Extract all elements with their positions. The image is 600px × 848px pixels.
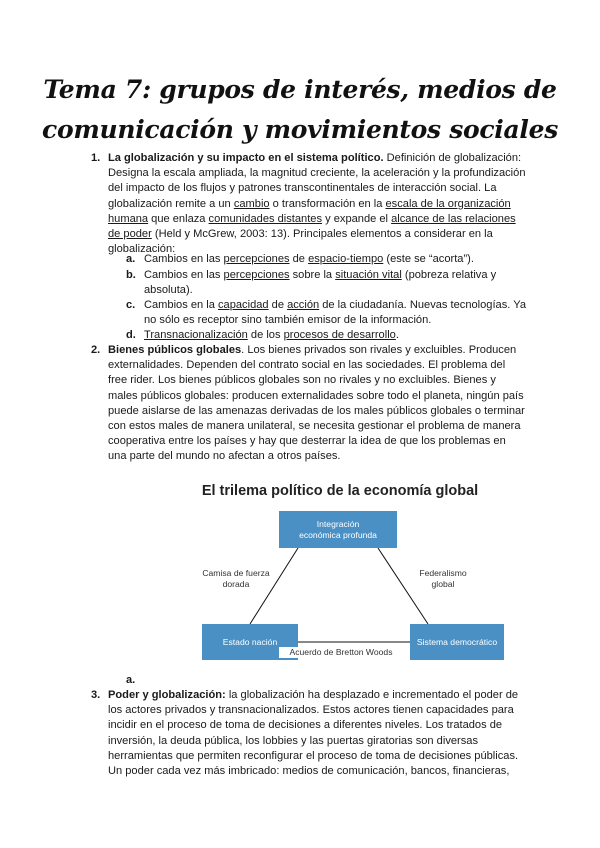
text-fragment: (pobreza relativa y bbox=[401, 269, 497, 281]
text-fragment: absoluta). bbox=[144, 284, 193, 297]
text-fragment: . bbox=[395, 329, 399, 341]
underlined-term: cambio bbox=[233, 197, 270, 210]
underlined-term: acción bbox=[287, 299, 320, 311]
section-2-line-7: cooperativa entre los países y hay que desterrar la idea de que los problemas en bbox=[108, 435, 506, 448]
section-1-line-2: Designa la escala ampliada, la magnitud creciente, la aceleración y la profundización bbox=[108, 167, 526, 180]
section-3-line-2: los actores privados y transnacionalizados. Estos actores tienen capacidades para bbox=[108, 704, 514, 717]
text-fragment: sobre la bbox=[289, 269, 336, 281]
item-d-letter: d. bbox=[126, 329, 136, 341]
underlined-term: escala de la organización bbox=[385, 197, 511, 210]
section-2-line-8: una parte del mundo no afectan a otros países. bbox=[108, 450, 341, 463]
underlined-term: situación vital bbox=[335, 269, 402, 281]
label-left-line-1: Camisa de fuerza bbox=[202, 568, 270, 578]
label-federalismo-global bbox=[408, 568, 478, 590]
text-fragment: de bbox=[268, 299, 288, 311]
underlined-term: percepciones bbox=[223, 269, 290, 281]
underlined-term: alcance de las relaciones bbox=[391, 212, 516, 225]
box-top-line-1: Integración bbox=[316, 518, 360, 529]
section-3-line-4: inversión, la deuda pública, los lobbies y las puertas giratorias son diversas bbox=[108, 734, 478, 747]
section-3-line-5: herramientas que permiten reconfigurar el proceso de toma de decisiones públicas. bbox=[108, 749, 519, 762]
section-2-line-6: con estos males de manera unilateral, se necesita gestionar el problema de manera bbox=[108, 420, 521, 433]
section-1-number: 1. bbox=[91, 152, 101, 164]
section-2-number: 2. bbox=[91, 344, 101, 356]
section-3-line-6: Un poder cada vez más imbricado: medios de comunicación, bancos, financieras, bbox=[108, 765, 510, 778]
text-fragment: de bbox=[289, 253, 309, 265]
label-bretton-woods: Acuerdo de Bretton Woods bbox=[279, 647, 403, 658]
underlined-term: espacio-tiempo bbox=[308, 253, 384, 265]
title-line-2: comunicación y movimientos sociales bbox=[42, 115, 558, 144]
section-2-line-3: free rider. Los bienes públicos globales son no rivales y no excluibles. Bienes y bbox=[108, 374, 496, 387]
section-1-heading: La globalización y su impacto en el sistema político. bbox=[108, 152, 384, 164]
diagram-title: El trilema político de la economía global bbox=[201, 483, 479, 499]
section-2-line-5: puede aislarse de las amenazas derivadas de los males públicos globales o terminar bbox=[108, 404, 525, 417]
text-fragment: no sólo es receptor sino también emisor de la información. bbox=[144, 314, 432, 327]
text-fragment: o transformación en la bbox=[269, 197, 386, 210]
after-diagram-letter: a. bbox=[126, 674, 136, 686]
text-fragment: (Held y McGrew, 2003: 13). Principales elementos a considerar en la bbox=[151, 228, 493, 241]
section-2-line-4: males públicos globales: producen externalidades sobre todo el planeta, ningún país bbox=[108, 389, 524, 402]
box-left-label: Estado nación bbox=[222, 636, 278, 647]
section-3-heading: Poder y globalización: bbox=[108, 689, 226, 701]
text-fragment: Cambios en las bbox=[144, 253, 224, 265]
section-2-line-2: externalidades. Dependen del contrato social en las sociedades. El problema del bbox=[108, 359, 506, 372]
underlined-term: de poder bbox=[108, 228, 152, 241]
section-3-text bbox=[108, 688, 530, 779]
section-1-line-3: del impacto de los flujos y patrones transcontinentales de interacción social. La bbox=[108, 182, 497, 195]
text-fragment: de la ciudadanía. Nuevas tecnologías. Ya bbox=[319, 299, 526, 311]
item-a-letter: a. bbox=[126, 253, 136, 265]
section-2-heading: Bienes públicos globales bbox=[108, 344, 242, 356]
section-3-line-3: incidir en el proceso de toma de decisiones a diferentes niveles. Los tratados de bbox=[108, 719, 503, 732]
title-line-1: Tema 7: grupos de interés, medios de bbox=[43, 75, 557, 104]
underlined-term: comunidades distantes bbox=[208, 212, 323, 225]
box-sistema-democratico bbox=[410, 624, 504, 660]
label-right-line-1: Federalismo bbox=[419, 568, 467, 578]
label-left-line-2: dorada bbox=[222, 579, 250, 589]
section-3-number: 3. bbox=[91, 689, 101, 701]
underlined-term: humana bbox=[108, 212, 149, 225]
text-fragment: Cambios en la bbox=[144, 299, 218, 311]
text-fragment: que enlaza bbox=[148, 212, 209, 225]
text-fragment: Cambios en las bbox=[144, 269, 224, 281]
underlined-term: Transnacionalización bbox=[144, 329, 248, 341]
text-fragment: y expande el bbox=[322, 212, 392, 225]
text-fragment: de los bbox=[247, 329, 284, 341]
underlined-term: percepciones bbox=[223, 253, 290, 265]
section-1-line-7: globalización: bbox=[108, 243, 176, 256]
item-c-letter: c. bbox=[126, 299, 136, 311]
label-right-line-2: global bbox=[431, 579, 455, 589]
text-fragment: (este se “acorta”). bbox=[383, 253, 474, 265]
section-1-line-1: Definición de globalización: bbox=[386, 152, 522, 164]
section-2-line-1: . Los bienes privados son rivales y excluibles. Producen bbox=[241, 344, 517, 356]
item-b-letter: b. bbox=[126, 269, 136, 281]
section-3-line-1: la globalización ha desplazado e incrementado el poder de bbox=[225, 689, 519, 701]
box-top-line-2: económica profunda bbox=[299, 529, 377, 540]
text-fragment: globalización remite a un bbox=[108, 197, 234, 210]
underlined-term: capacidad bbox=[218, 299, 269, 311]
underlined-term: procesos de desarrollo bbox=[283, 329, 396, 341]
label-camisa-de-fuerza bbox=[196, 568, 276, 590]
box-integracion-economica bbox=[279, 511, 397, 548]
box-right-label: Sistema democrático bbox=[416, 636, 498, 647]
